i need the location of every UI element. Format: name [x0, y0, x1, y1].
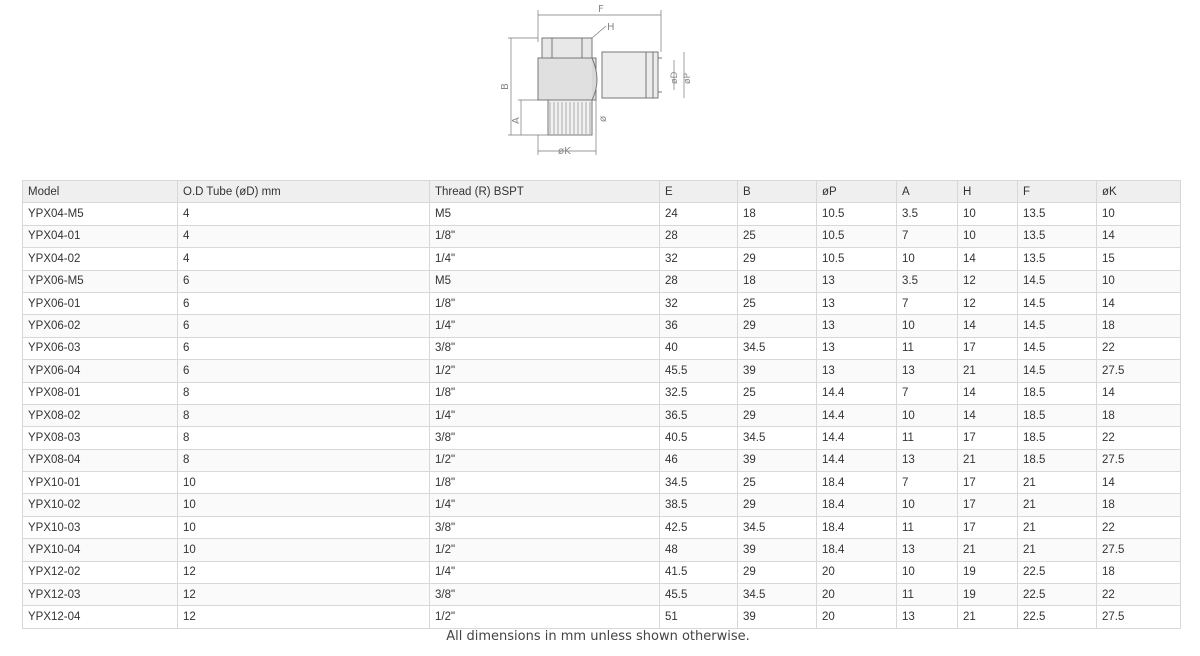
table-cell: 1/8": [430, 292, 660, 314]
table-cell: 10: [897, 561, 958, 583]
table-cell: 3.5: [897, 270, 958, 292]
dim-label-h: H: [607, 22, 615, 33]
table-cell: 10.5: [817, 225, 897, 247]
table-cell: 17: [958, 472, 1018, 494]
table-cell: 4: [178, 225, 430, 247]
table-cell: 29: [738, 248, 817, 270]
table-cell: 8: [178, 404, 430, 426]
table-cell: 39: [738, 606, 817, 628]
table-cell: 7: [897, 472, 958, 494]
table-cell: 7: [897, 292, 958, 314]
table-cell: 1/8": [430, 472, 660, 494]
table-cell: 17: [958, 427, 1018, 449]
table-cell: 18.5: [1018, 427, 1097, 449]
table-cell: 39: [738, 539, 817, 561]
table-cell: 18.5: [1018, 382, 1097, 404]
table-row: [23, 606, 1181, 628]
table-cell: 41.5: [660, 561, 738, 583]
table-cell: 14: [958, 404, 1018, 426]
table-cell: 3.5: [897, 203, 958, 225]
dim-label-ok: øK: [558, 146, 571, 157]
table-cell: 1/4": [430, 248, 660, 270]
fitting-dimension-drawing: [498, 2, 702, 162]
table-cell: 12: [958, 292, 1018, 314]
table-cell: 48: [660, 539, 738, 561]
table-cell: YPX08-04: [23, 449, 178, 471]
table-cell: 10: [178, 494, 430, 516]
table-cell: YPX06-03: [23, 337, 178, 359]
table-cell: 12: [958, 270, 1018, 292]
table-cell: 1/4": [430, 404, 660, 426]
table-cell: 38.5: [660, 494, 738, 516]
table-cell: 7: [897, 225, 958, 247]
table-cell: 21: [1018, 539, 1097, 561]
table-cell: YPX04-02: [23, 248, 178, 270]
table-cell: 13: [897, 539, 958, 561]
table-cell: 32: [660, 248, 738, 270]
table-cell: 13: [817, 360, 897, 382]
table-cell: 10.5: [817, 203, 897, 225]
table-cell: 1/4": [430, 561, 660, 583]
table-cell: YPX10-03: [23, 516, 178, 538]
table-cell: 40: [660, 337, 738, 359]
table-cell: 14: [958, 248, 1018, 270]
table-cell: 18.4: [817, 472, 897, 494]
table-row: [23, 270, 1181, 292]
column-header: E: [660, 181, 738, 203]
table-row: [23, 292, 1181, 314]
table-cell: 12: [178, 606, 430, 628]
table-cell: 12: [178, 584, 430, 606]
table-row: [23, 584, 1181, 606]
column-header: øP: [817, 181, 897, 203]
table-cell: 18: [1097, 315, 1181, 337]
table-row: [23, 449, 1181, 471]
table-cell: 21: [958, 606, 1018, 628]
dim-label-b: B: [500, 83, 511, 90]
table-cell: 36.5: [660, 404, 738, 426]
table-cell: 21: [1018, 494, 1097, 516]
table-cell: 29: [738, 561, 817, 583]
table-cell: 10: [1097, 203, 1181, 225]
table-cell: 18.4: [817, 539, 897, 561]
table-cell: 10: [958, 225, 1018, 247]
table-cell: 36: [660, 315, 738, 337]
table-row: [23, 494, 1181, 516]
table-cell: 14.5: [1018, 315, 1097, 337]
table-row: [23, 360, 1181, 382]
table-cell: 11: [897, 516, 958, 538]
table-cell: 8: [178, 382, 430, 404]
table-cell: 1/8": [430, 382, 660, 404]
table-cell: 46: [660, 449, 738, 471]
table-cell: M5: [430, 270, 660, 292]
table-cell: 3/8": [430, 584, 660, 606]
table-cell: 20: [817, 584, 897, 606]
table-cell: 20: [817, 561, 897, 583]
table-cell: 29: [738, 404, 817, 426]
table-cell: 39: [738, 360, 817, 382]
table-cell: 13: [897, 360, 958, 382]
footnote: All dimensions in mm unless shown otherwise.: [446, 629, 750, 644]
table-cell: 1/2": [430, 360, 660, 382]
table-cell: 13: [817, 270, 897, 292]
table-cell: 10: [958, 203, 1018, 225]
table-cell: 10: [178, 516, 430, 538]
table-cell: 3/8": [430, 337, 660, 359]
table-cell: 6: [178, 360, 430, 382]
table-cell: YPX10-01: [23, 472, 178, 494]
table-cell: 22: [1097, 427, 1181, 449]
table-cell: 29: [738, 494, 817, 516]
table-cell: 8: [178, 427, 430, 449]
table-cell: 14.4: [817, 382, 897, 404]
dim-label-a: A: [511, 117, 522, 124]
dim-label-od: øD: [670, 71, 680, 84]
table-cell: 17: [958, 337, 1018, 359]
table-cell: 28: [660, 270, 738, 292]
table-cell: 21: [1018, 472, 1097, 494]
table-cell: YPX04-M5: [23, 203, 178, 225]
table-cell: 10: [897, 404, 958, 426]
table-cell: 7: [897, 382, 958, 404]
table-cell: 10: [178, 539, 430, 561]
table-cell: 25: [738, 472, 817, 494]
table-cell: 22.5: [1018, 606, 1097, 628]
table-cell: YPX04-01: [23, 225, 178, 247]
table-cell: 18: [1097, 561, 1181, 583]
table-cell: 14: [1097, 472, 1181, 494]
table-cell: 17: [958, 516, 1018, 538]
table-cell: 8: [178, 449, 430, 471]
column-header: H: [958, 181, 1018, 203]
table-cell: 45.5: [660, 360, 738, 382]
table-cell: 18.5: [1018, 404, 1097, 426]
table-cell: 34.5: [738, 516, 817, 538]
table-cell: 14: [1097, 382, 1181, 404]
table-cell: 34.5: [738, 584, 817, 606]
table-cell: 1/2": [430, 449, 660, 471]
table-cell: 20: [817, 606, 897, 628]
table-cell: 34.5: [660, 472, 738, 494]
table-cell: 22: [1097, 337, 1181, 359]
column-header: Thread (R) BSPT: [430, 181, 660, 203]
table-cell: 21: [1018, 516, 1097, 538]
table-cell: YPX10-04: [23, 539, 178, 561]
table-row: [23, 382, 1181, 404]
table-cell: YPX08-01: [23, 382, 178, 404]
table-cell: 40.5: [660, 427, 738, 449]
table-cell: 19: [958, 584, 1018, 606]
table-cell: 4: [178, 203, 430, 225]
table-cell: 4: [178, 248, 430, 270]
table-cell: 34.5: [738, 337, 817, 359]
table-cell: 14.4: [817, 449, 897, 471]
table-cell: 14.4: [817, 427, 897, 449]
table-cell: 11: [897, 584, 958, 606]
table-cell: 3/8": [430, 427, 660, 449]
table-cell: 6: [178, 315, 430, 337]
table-cell: 18: [1097, 404, 1181, 426]
table-cell: 13.5: [1018, 203, 1097, 225]
table-cell: 14: [1097, 225, 1181, 247]
table-cell: 15: [1097, 248, 1181, 270]
table-cell: 51: [660, 606, 738, 628]
table-cell: 34.5: [738, 427, 817, 449]
table-cell: 14.4: [817, 404, 897, 426]
column-header: B: [738, 181, 817, 203]
table-cell: 1/8": [430, 225, 660, 247]
table-cell: 25: [738, 225, 817, 247]
table-cell: 14: [958, 382, 1018, 404]
table-cell: YPX06-02: [23, 315, 178, 337]
dim-label-op: øP: [683, 73, 693, 84]
dim-label-e: ø: [598, 115, 609, 122]
table-cell: 17: [958, 494, 1018, 516]
table-row: [23, 561, 1181, 583]
table-cell: 21: [958, 449, 1018, 471]
table-cell: 27.5: [1097, 539, 1181, 561]
column-header: F: [1018, 181, 1097, 203]
table-cell: 29: [738, 315, 817, 337]
table-cell: 22.5: [1018, 561, 1097, 583]
column-header: O.D Tube (øD) mm: [178, 181, 430, 203]
table-cell: 1/2": [430, 606, 660, 628]
table-cell: M5: [430, 203, 660, 225]
table-cell: YPX06-M5: [23, 270, 178, 292]
table-row: [23, 203, 1181, 225]
table-row: [23, 404, 1181, 426]
table-cell: YPX06-04: [23, 360, 178, 382]
table-cell: 18: [738, 270, 817, 292]
table-cell: 45.5: [660, 584, 738, 606]
table-row: [23, 516, 1181, 538]
table-cell: 10: [897, 494, 958, 516]
column-header: A: [897, 181, 958, 203]
table-cell: 27.5: [1097, 606, 1181, 628]
table-cell: 1/4": [430, 494, 660, 516]
table-cell: 22: [1097, 516, 1181, 538]
table-cell: 39: [738, 449, 817, 471]
table-header-row: [23, 181, 1181, 203]
table-cell: 14: [958, 315, 1018, 337]
table-cell: 13: [897, 606, 958, 628]
table-cell: 10: [897, 248, 958, 270]
table-cell: 14.5: [1018, 270, 1097, 292]
table-cell: 32.5: [660, 382, 738, 404]
table-cell: 25: [738, 292, 817, 314]
table-cell: 14.5: [1018, 360, 1097, 382]
table-cell: 14: [1097, 292, 1181, 314]
table-cell: 22.5: [1018, 584, 1097, 606]
table-cell: 18: [1097, 494, 1181, 516]
table-cell: 22: [1097, 584, 1181, 606]
table-cell: 21: [958, 539, 1018, 561]
table-cell: 10.5: [817, 248, 897, 270]
table-cell: 10: [1097, 270, 1181, 292]
table-cell: YPX08-02: [23, 404, 178, 426]
dimensions-table: [22, 180, 1181, 629]
table-cell: 12: [178, 561, 430, 583]
table-row: [23, 337, 1181, 359]
table-cell: 10: [178, 472, 430, 494]
table-cell: YPX10-02: [23, 494, 178, 516]
table-cell: YPX08-03: [23, 427, 178, 449]
table-cell: 11: [897, 427, 958, 449]
table-row: [23, 315, 1181, 337]
table-cell: 10: [897, 315, 958, 337]
table-cell: 6: [178, 292, 430, 314]
table-cell: YPX06-01: [23, 292, 178, 314]
table-cell: 13.5: [1018, 248, 1097, 270]
table-cell: 13: [817, 292, 897, 314]
table-cell: 3/8": [430, 516, 660, 538]
table-cell: 14.5: [1018, 337, 1097, 359]
table-cell: 6: [178, 270, 430, 292]
table-cell: YPX12-02: [23, 561, 178, 583]
table-cell: 24: [660, 203, 738, 225]
dim-label-f: F: [598, 4, 604, 15]
table-cell: 27.5: [1097, 360, 1181, 382]
table-row: [23, 472, 1181, 494]
table-cell: 18.4: [817, 516, 897, 538]
table-cell: 6: [178, 337, 430, 359]
table-cell: 13: [817, 315, 897, 337]
column-header: øK: [1097, 181, 1181, 203]
table-cell: 18: [738, 203, 817, 225]
column-header: Model: [23, 181, 178, 203]
table-cell: 25: [738, 382, 817, 404]
table-cell: 1/4": [430, 315, 660, 337]
table-row: [23, 427, 1181, 449]
table-cell: 27.5: [1097, 449, 1181, 471]
table-cell: 18.4: [817, 494, 897, 516]
table-cell: 13: [817, 337, 897, 359]
table-cell: 13: [897, 449, 958, 471]
table-row: [23, 539, 1181, 561]
table-cell: 18.5: [1018, 449, 1097, 471]
table-cell: 42.5: [660, 516, 738, 538]
table-cell: 19: [958, 561, 1018, 583]
table-cell: 14.5: [1018, 292, 1097, 314]
table-row: [23, 248, 1181, 270]
table-cell: 13.5: [1018, 225, 1097, 247]
table-cell: 1/2": [430, 539, 660, 561]
table-row: [23, 225, 1181, 247]
table-cell: 32: [660, 292, 738, 314]
table-cell: YPX12-04: [23, 606, 178, 628]
table-cell: YPX12-03: [23, 584, 178, 606]
table-body: [23, 203, 1181, 628]
table-cell: 11: [897, 337, 958, 359]
table-cell: 21: [958, 360, 1018, 382]
table-cell: 28: [660, 225, 738, 247]
